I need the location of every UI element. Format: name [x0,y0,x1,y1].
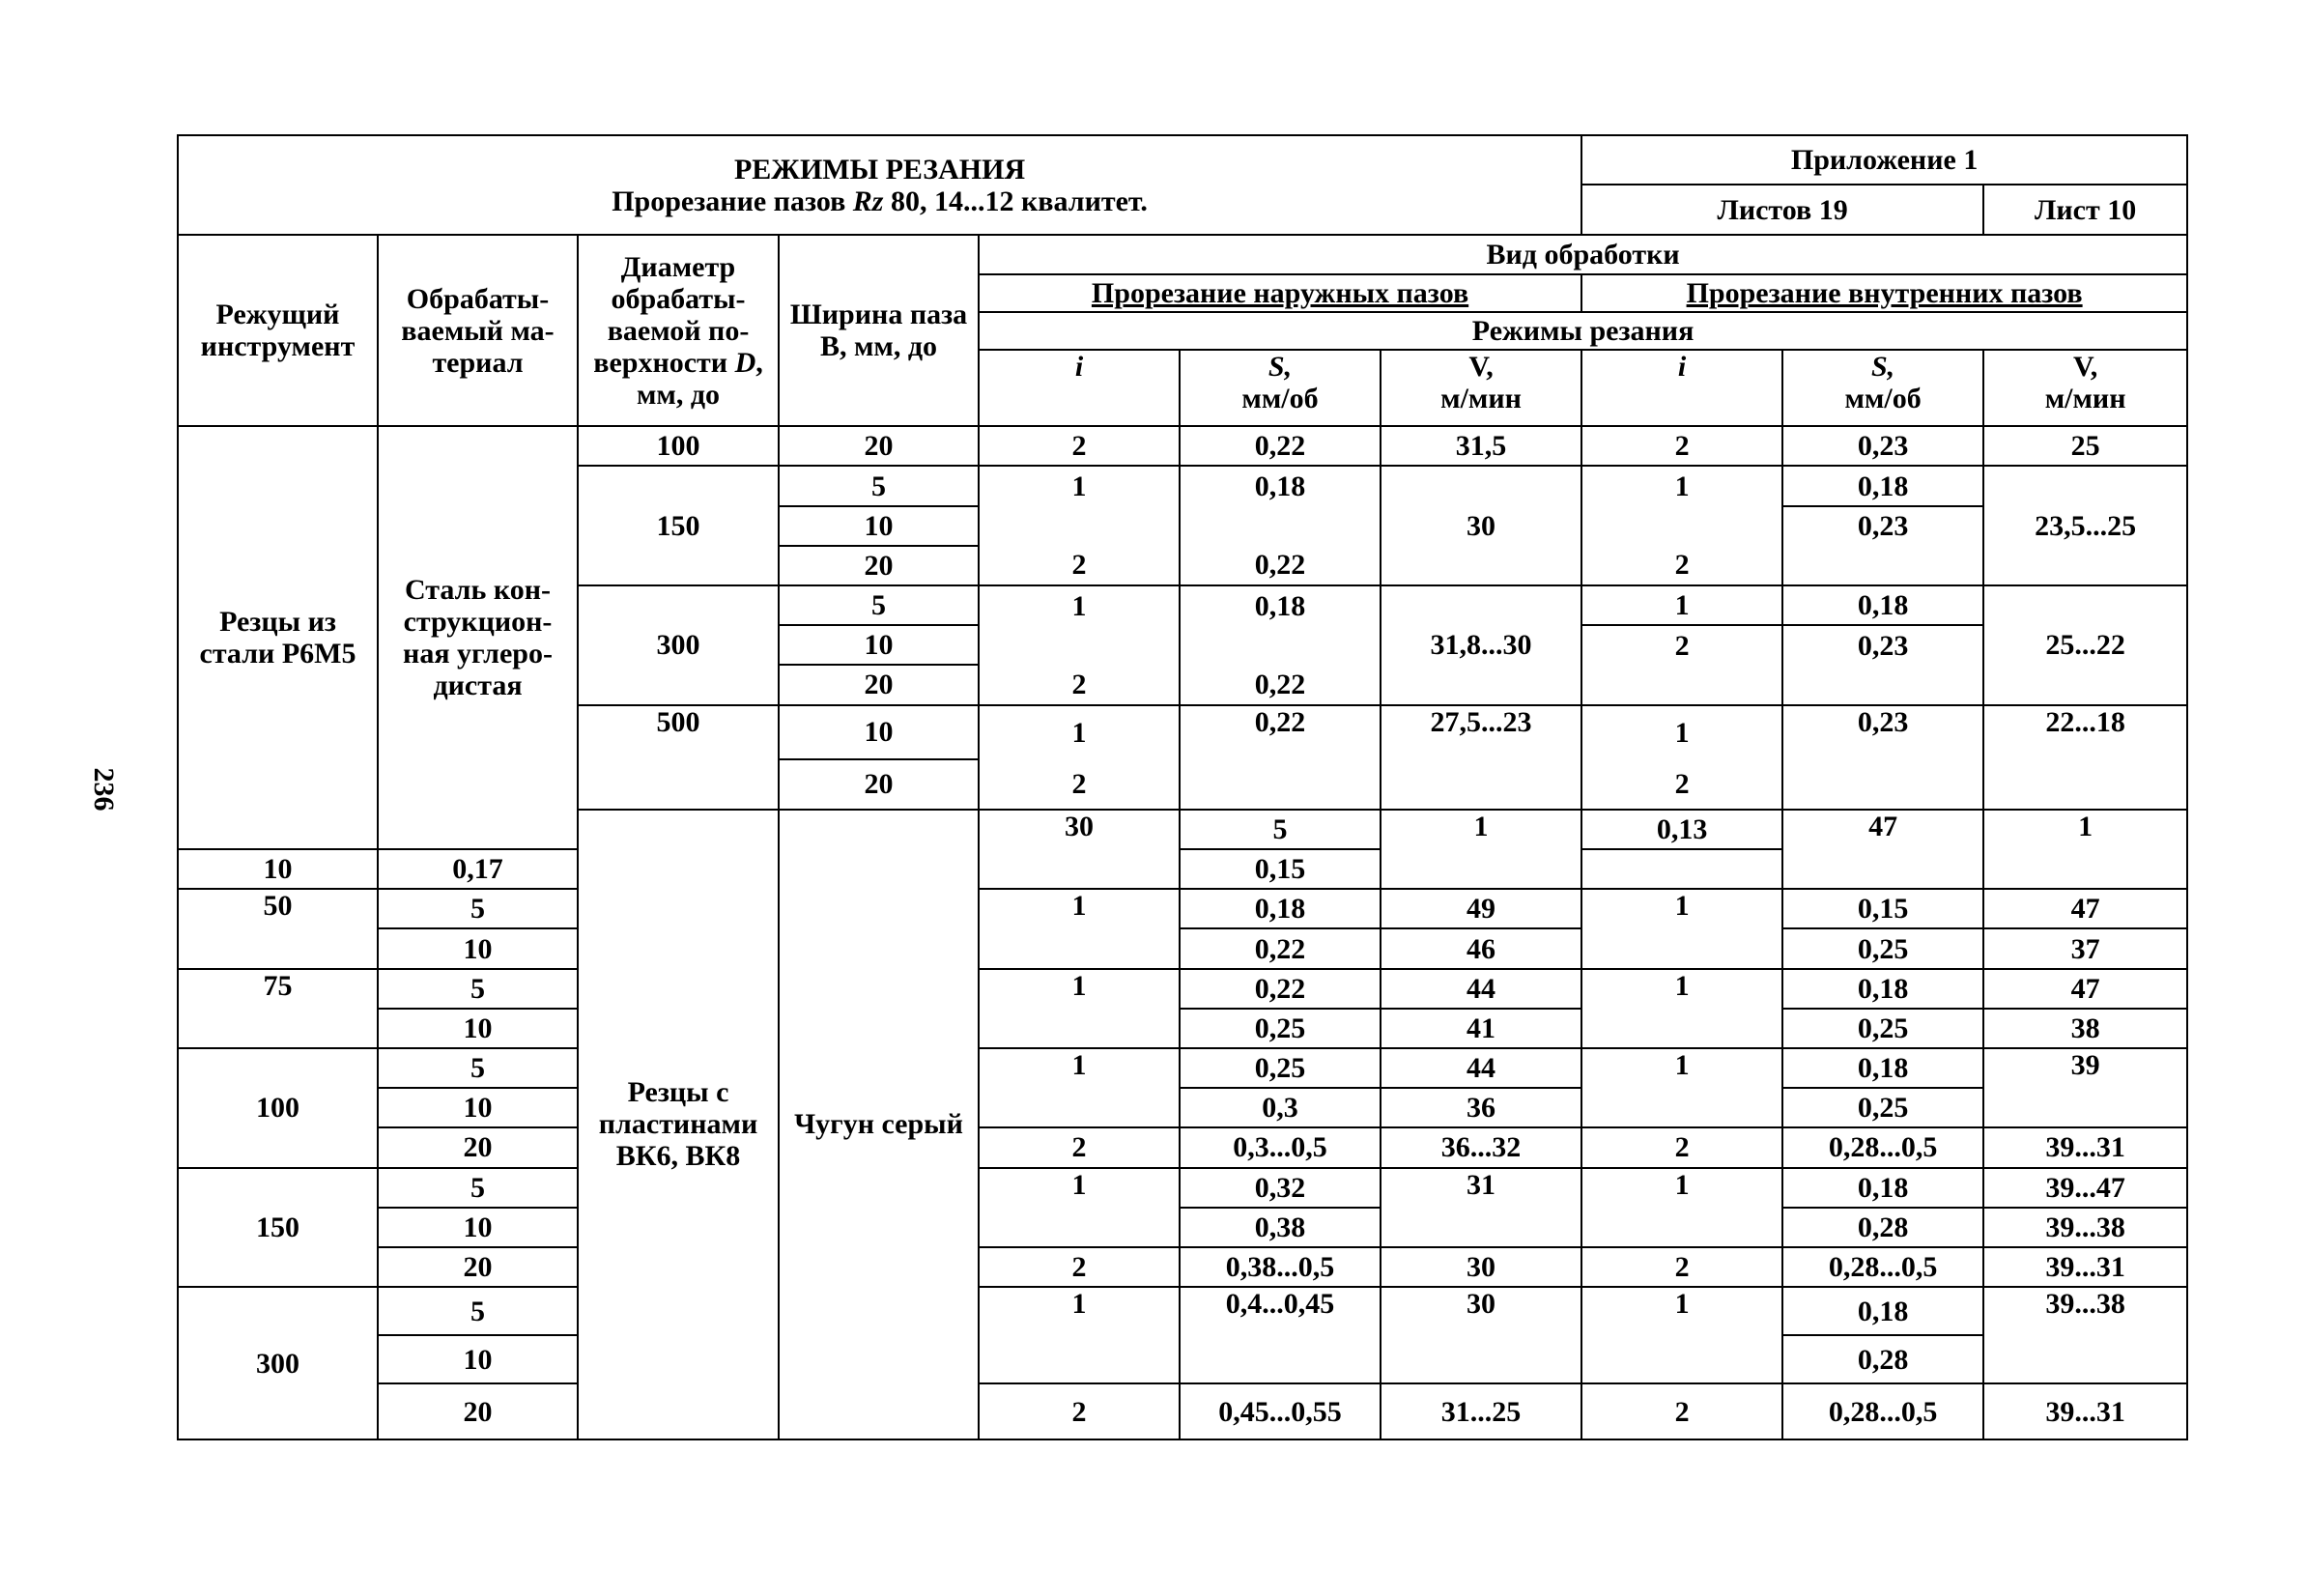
cell: 22...18 [1983,705,2187,810]
cell: 5 [378,889,578,928]
group1-tool: Резцы из стали Р6М5 [178,426,378,849]
cell: 5 [378,969,578,1009]
cell: 2 [1581,759,1782,810]
group1-material: Сталь кон-струкцион-ная углеро-дистая [378,426,578,849]
cell: 0,22 [1180,426,1381,466]
group2-material: Чугун серый [779,810,979,1439]
sheets-total: Листов 19 [1581,185,1983,235]
cell: 30 [1381,1287,1581,1383]
cell: 0,18 [1180,585,1381,625]
cell: 0,45...0,55 [1180,1383,1381,1439]
header-kind: Вид обработки [979,235,2187,273]
cell: 0,3...0,5 [1180,1127,1381,1167]
cell: 20 [779,759,979,810]
header-outer: Прорезание наружных пазов [979,274,1581,312]
cell: 2 [979,546,1180,585]
cell: 25...22 [1983,585,2187,705]
cell: 0,22 [1180,969,1381,1009]
cell: 36...32 [1381,1127,1581,1167]
header-diameter: Диаметр обрабаты-ваемой по-верхности D, мм, до [578,235,779,426]
table-row [178,969,2187,1009]
cell: 20 [779,426,979,466]
cell: 0,22 [1180,928,1381,968]
cell: 38 [1983,1009,2187,1048]
cell: 2 [1581,625,1782,665]
cell: 2 [1581,1383,1782,1439]
table-row [178,1009,2187,1048]
cell: 2 [1581,1127,1782,1167]
cell: 0,32 [1180,1168,1381,1208]
cell: 37 [1983,928,2187,968]
cell: 1 [1581,1287,1782,1383]
cell [1581,665,1782,704]
table-row [178,1168,2187,1208]
cell: 0,28 [1782,1335,1983,1383]
cell: 44 [1381,969,1581,1009]
cell: 150 [178,1168,378,1288]
cell [1180,625,1381,665]
cell: 30 [1381,466,1581,585]
cell: 0,28...0,5 [1782,1383,1983,1439]
cell: 1 [979,585,1180,625]
cell: 5 [378,1287,578,1335]
header-outer-s: S, мм/об [1180,350,1381,426]
page-number: 236 [88,767,120,812]
cell: 39...38 [1983,1287,2187,1383]
cell: 2 [1581,1247,1782,1287]
cell: 100 [578,426,779,466]
cell: 0,25 [1782,1009,1983,1048]
cell: 2 [1581,546,1782,585]
cell: 2 [1581,426,1782,466]
cell: 2 [979,759,1180,810]
table-row [178,1247,2187,1287]
cell: 31...25 [1381,1383,1581,1439]
cell: 10 [378,1335,578,1383]
cell: 36 [1381,1088,1581,1127]
cell: 0,28...0,5 [1782,1247,1983,1287]
table-title [178,135,1581,235]
cell: 20 [779,665,979,704]
cell: 10 [779,506,979,546]
cell: 0,15 [1180,849,1381,889]
cell: 500 [578,705,779,810]
cell: 0,38...0,5 [1180,1247,1381,1287]
cell: 31 [1381,1168,1581,1247]
cell: 1 [1581,705,1782,759]
cell: 0,18 [1782,1287,1983,1335]
cell: 100 [178,1048,378,1168]
cell: 10 [378,1208,578,1247]
cell: 0,23 [1782,506,1983,546]
cell: 0,18 [1782,1168,1983,1208]
group2-tool: Резцы с пластинами ВК6, ВК8 [578,810,779,1439]
cell: 0,18 [1180,466,1381,505]
header-inner-v: V, м/мин [1983,350,2187,426]
cell [1782,546,1983,585]
cell: 41 [1381,1009,1581,1048]
cell: 0,18 [1782,466,1983,505]
cell: 1 [979,889,1180,968]
cell: 10 [779,705,979,759]
cell: 0,17 [378,849,578,889]
header-inner-s: S, мм/об [1782,350,1983,426]
cutting-modes-table [177,134,2188,1440]
cell: 0,18 [1180,889,1381,928]
cell: 1 [979,1048,1180,1127]
cell: 0,23 [1782,426,1983,466]
table-row [178,928,2187,968]
cell: 0,25 [1782,1088,1983,1127]
cell [979,506,1180,546]
table-row [178,1088,2187,1127]
cell [1180,506,1381,546]
cell: 75 [178,969,378,1048]
cell: 39...31 [1983,1247,2187,1287]
cell: 20 [378,1127,578,1167]
cell: 0,3 [1180,1088,1381,1127]
table-row [178,1127,2187,1167]
cell: 1 [1581,466,1782,505]
header-inner-i: i [1581,350,1782,426]
header-inner: Прорезание внутренних пазов [1581,274,2187,312]
cell: 47 [1983,889,2187,928]
header-outer-i: i [979,350,1180,426]
cell: 5 [779,585,979,625]
cell [1581,506,1782,546]
cell: 150 [578,466,779,585]
cell: 0,22 [1180,665,1381,704]
cell: 1 [979,969,1180,1048]
cell: 20 [378,1383,578,1439]
table-row [178,889,2187,928]
cell: 1 [1381,810,1581,889]
header-material: Обрабаты-ваемый ма-териал [378,235,578,426]
title-main: РЕЖИМЫ РЕЗАНИЯ [733,153,1026,185]
cell: 0,22 [1180,705,1381,810]
cell: 49 [1381,889,1581,928]
cell: 47 [1983,969,2187,1009]
cell: 0,23 [1782,705,1983,810]
cell: 0,22 [1180,546,1381,585]
cell: 46 [1381,928,1581,968]
cell: 300 [178,1287,378,1439]
cell: 50 [178,889,378,968]
cell: 0,38 [1180,1208,1381,1247]
table-row [178,1383,2187,1439]
cell: 1 [979,1287,1180,1383]
cell: 10 [178,849,378,889]
cell [1782,665,1983,704]
cell: 5 [779,466,979,505]
cell: 0,13 [1581,810,1782,849]
cell: 5 [378,1048,578,1088]
cell: 10 [378,1088,578,1127]
cell: 2 [979,665,1180,704]
cell: 25 [1983,426,2187,466]
cell: 0,18 [1782,969,1983,1009]
cell: 1 [1581,889,1782,968]
cell: 1 [1983,810,2187,889]
table-row [178,1287,2187,1335]
table-row [178,426,2187,466]
cell: 39...31 [1983,1383,2187,1439]
cell: 39...47 [1983,1168,2187,1208]
cell: 300 [578,585,779,705]
cell: 10 [378,928,578,968]
cell: 31,5 [1381,426,1581,466]
cell: 44 [1381,1048,1581,1088]
cell: 31,8...30 [1381,585,1581,705]
header-tool: Режущий инструмент [178,235,378,426]
cell: 1 [979,466,1180,505]
cell: 20 [779,546,979,585]
cell: 5 [378,1168,578,1208]
cell: 1 [1581,585,1782,625]
cell: 0,23 [1782,625,1983,665]
cell: 0,18 [1782,585,1983,625]
sheet-number: Лист 10 [1983,185,2187,235]
cell: 0,28 [1782,1208,1983,1247]
cell: 1 [1581,1048,1782,1127]
cell [979,625,1180,665]
header-outer-v: V, м/мин [1381,350,1581,426]
cell: 2 [979,1383,1180,1439]
cell: 2 [979,426,1180,466]
cell: 39...38 [1983,1208,2187,1247]
table-row [178,1208,2187,1247]
cell: 10 [378,1009,578,1048]
title-sub: Прорезание пазов Rz 80, 14...12 квалитет. [612,185,1148,217]
cell: 0,25 [1180,1009,1381,1048]
cell: 1 [979,1168,1180,1247]
cell: 1 [1581,1168,1782,1247]
cell: 0,25 [1782,928,1983,968]
cell: 1 [1581,969,1782,1048]
cell: 39...31 [1983,1127,2187,1167]
cell: 1 [979,705,1180,759]
cell: 5 [1180,810,1381,849]
cell: 2 [979,1247,1180,1287]
header-modes: Режимы резания [979,312,2187,350]
cell: 0,4...0,45 [1180,1287,1381,1383]
cell: 47 [1782,810,1983,889]
cell: 30 [1381,1247,1581,1287]
cell: 0,25 [1180,1048,1381,1088]
cell: 0,28...0,5 [1782,1127,1983,1167]
cell: 10 [779,625,979,665]
cell: 20 [378,1247,578,1287]
cell: 2 [979,1127,1180,1167]
cell: 27,5...23 [1381,705,1581,810]
cell: 39 [1983,1048,2187,1127]
cell: 0,18 [1782,1048,1983,1088]
header-width: Ширина паза B, мм, до [779,235,979,426]
cell: 0,15 [1782,889,1983,928]
table-row [178,1048,2187,1088]
appendix-label: Приложение 1 [1581,135,2187,185]
cell: 30 [979,810,1180,889]
cell: 23,5...25 [1983,466,2187,585]
